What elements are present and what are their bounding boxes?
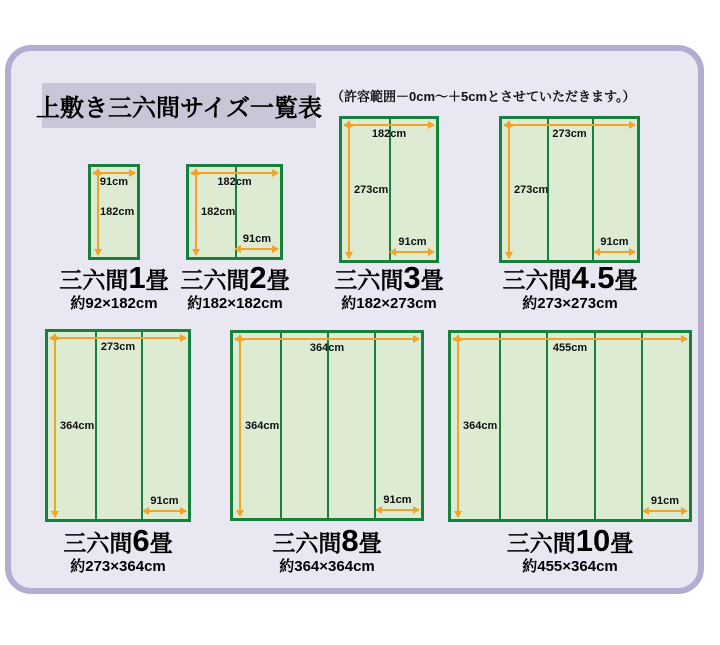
panel-dimension-label: 91cm bbox=[398, 236, 427, 248]
mat-label-6jo bbox=[48, 523, 188, 576]
mat-name: 三六間10畳 bbox=[506, 523, 634, 558]
width-dimension-label: 182cm bbox=[371, 128, 407, 140]
mat-label-8jo bbox=[257, 523, 397, 576]
panel-divider bbox=[499, 333, 501, 519]
panel-dimension-label: 91cm bbox=[650, 495, 680, 507]
height-arrow bbox=[457, 335, 459, 517]
height-arrow bbox=[54, 334, 56, 517]
panel-divider bbox=[141, 332, 143, 519]
chart-title-box bbox=[35, 83, 323, 128]
mat-diagram-4-5jo bbox=[499, 116, 640, 263]
mat-diagram-2jo bbox=[186, 164, 283, 260]
height-dimension-label: 364cm bbox=[463, 420, 498, 432]
mat-label-2jo bbox=[175, 260, 295, 313]
width-dimension-label: 455cm bbox=[552, 342, 588, 354]
height-dimension-label: 273cm bbox=[514, 183, 549, 196]
panel-width-arrow bbox=[643, 510, 687, 512]
panel-width-arrow bbox=[594, 251, 635, 253]
mat-size-text: 約92×182cm bbox=[70, 295, 158, 312]
panel-divider bbox=[546, 333, 548, 519]
mat-size-text: 約182×273cm bbox=[341, 295, 437, 312]
width-arrow bbox=[504, 124, 635, 126]
mat-name: 三六間2畳 bbox=[180, 260, 290, 295]
width-dimension-label: 91cm bbox=[99, 176, 129, 188]
panel-divider bbox=[327, 333, 329, 518]
width-dimension-label: 364cm bbox=[309, 342, 345, 354]
width-arrow bbox=[235, 338, 419, 340]
panel-divider bbox=[594, 333, 596, 519]
mat-label-4-5jo bbox=[490, 260, 650, 313]
mat-diagram-8jo bbox=[230, 330, 424, 521]
mat-diagram-6jo bbox=[45, 329, 191, 522]
mat-label-10jo bbox=[490, 523, 650, 576]
width-arrow bbox=[50, 337, 186, 339]
mat-name: 三六間8畳 bbox=[272, 523, 382, 558]
mat-size-text: 約364×364cm bbox=[279, 558, 375, 575]
mat-diagram-1jo bbox=[88, 164, 140, 260]
height-dimension-label: 182cm bbox=[100, 206, 135, 218]
panel-divider bbox=[95, 332, 97, 519]
mat-diagram-10jo bbox=[448, 330, 692, 522]
width-dimension-label: 273cm bbox=[552, 128, 587, 140]
tolerance-note: （許容範囲－0cm～＋5cmとさせていただきます。） bbox=[331, 89, 636, 104]
panel-dimension-label: 91cm bbox=[150, 495, 179, 507]
panel-dimension-label: 91cm bbox=[600, 236, 629, 248]
mat-size-text: 約273×364cm bbox=[70, 558, 166, 575]
panel-width-arrow bbox=[235, 248, 278, 250]
height-arrow bbox=[348, 121, 350, 258]
panel-divider bbox=[374, 333, 376, 518]
width-arrow bbox=[191, 172, 278, 174]
mat-label-3jo bbox=[329, 260, 449, 313]
height-dimension-label: 364cm bbox=[60, 419, 95, 432]
panel-divider bbox=[641, 333, 643, 519]
width-dimension-label: 273cm bbox=[100, 341, 136, 353]
mat-name: 三六間3畳 bbox=[334, 260, 444, 295]
mat-name: 三六間6畳 bbox=[63, 523, 173, 558]
mat-name: 三六間4.5畳 bbox=[502, 260, 638, 295]
panel-divider bbox=[280, 333, 282, 518]
mat-size-text: 約182×182cm bbox=[187, 295, 283, 312]
height-dimension-label: 273cm bbox=[354, 183, 389, 196]
height-dimension-label: 182cm bbox=[201, 206, 236, 218]
mat-name: 三六間1畳 bbox=[59, 260, 169, 295]
panel-width-arrow bbox=[376, 509, 419, 511]
height-arrow bbox=[508, 121, 510, 258]
width-arrow bbox=[453, 338, 687, 340]
mat-label-1jo bbox=[54, 260, 174, 313]
mat-size-text: 約455×364cm bbox=[522, 558, 618, 575]
chart-title: 上敷き三六間サイズ一覧表 bbox=[35, 95, 323, 122]
panel-dimension-label: 91cm bbox=[242, 233, 272, 245]
width-dimension-label: 182cm bbox=[217, 176, 252, 188]
panel-width-arrow bbox=[143, 510, 186, 512]
width-arrow bbox=[344, 124, 434, 126]
mat-size-text: 約273×273cm bbox=[522, 295, 618, 312]
height-dimension-label: 364cm bbox=[245, 419, 280, 432]
panel-dimension-label: 91cm bbox=[383, 494, 412, 506]
height-arrow bbox=[239, 335, 241, 516]
panel-width-arrow bbox=[390, 251, 434, 253]
mat-diagram-3jo bbox=[339, 116, 439, 263]
